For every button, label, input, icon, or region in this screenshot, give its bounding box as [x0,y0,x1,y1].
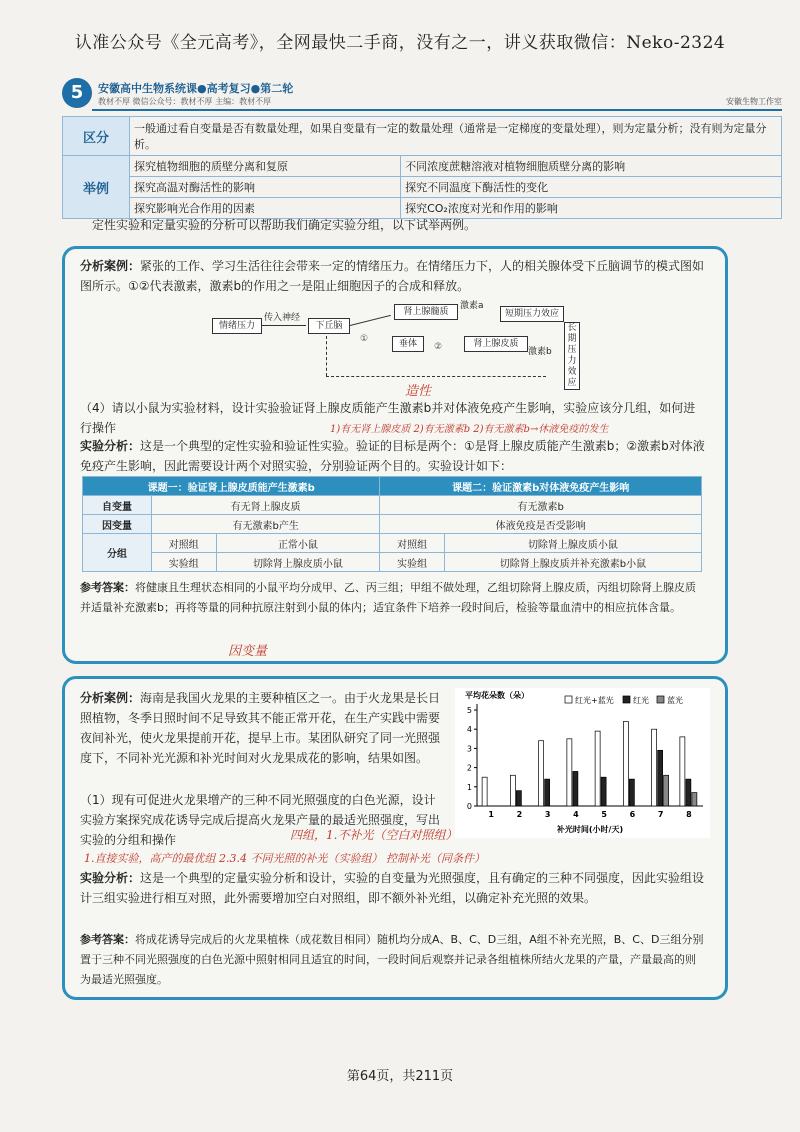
diagram-node: 长期压力效应 [564,322,580,390]
diagram-label: 激素b [528,347,552,357]
bar-red-blue [482,777,487,806]
legend-swatch [565,696,572,703]
x-tick-label: 3 [544,810,551,819]
bar-blue [692,793,697,806]
case2-intro [80,688,445,768]
x-tick-label: 4 [573,810,579,819]
diagram-feedback-line [326,376,546,378]
diagram-node: 下丘脑 [308,318,350,334]
bar-red [545,779,550,806]
table-cell: 正常小鼠 [216,534,380,553]
case1-analysis-label: 实验分析： [80,439,141,453]
case2-q1: （1）现有可促进火龙果增产的三种不同光照强度的白色光源，设计实验方案探究成花诱导完成后提高火龙果产量的最适光照强度，写出实验的分组和操作 [80,793,441,847]
diagram-node: 垂体 [392,336,424,352]
case2-answer-text: 将成花诱导完成后的火龙果植株（成花数目相同）随机均分成A、B、C、D三组，A组不补充光照，B、C、D三组分别置于三种不同光照强度的白色光源中照射相同且适宜的时间，一段时间后观察并记录各组植株所结火龙果的产量，产量最高的则为最适光照强度。 [80,933,704,986]
table-cell: 探究植物细胞的质壁分离和复原 [130,156,401,177]
case2-answer [80,930,705,990]
y-axis-label: 平均花朵数（朵） [465,691,529,700]
bar-red-blue [652,729,657,806]
table-cell: 探究CO₂浓度对光和作用的影响 [401,198,782,219]
page-number: 第64页，共211页 [346,1069,454,1084]
table-cell: 有无激素b [380,496,702,515]
x-tick-label: 1 [488,810,494,819]
case1-intro-text: 紧张的工作、学习生活往往会带来一定的情绪压力。在情绪压力下，人的相关腺体受下丘脑调节的模式图如图所示。①②代表激素，激素b的作用之一是阻止细胞因子的合成和释放。 [80,259,705,293]
table-cell: 对照组 [380,534,445,553]
experiment-design-table [82,476,702,572]
table-cell: 切除肾上腺皮质并补充激素b小鼠 [444,553,701,572]
diagram-label: 传入神经 [264,313,301,323]
diagram-label: ② [434,342,443,352]
case1-analysis-text: 这是一个典型的定性实验和验证性实验。验证的目标是两个：①是肾上腺皮质能产生激素b；②激素b对体液免疫产生影响，因此需要设计两个对照实验，分别验证两个目的。实验设计如下： [80,439,705,473]
top-banner: 认准公众号《全元高考》，全网最快二手商，没有之一，讲义获取微信：Neko-2324 [74,33,726,53]
comparison-table [62,116,782,219]
header-title: 安徽高中生物系统课●高考复习●第二轮 [98,82,294,95]
hormone-diagram [208,298,594,390]
handwriting-note: 造性 [405,384,432,399]
qufen-label: 区分 [63,117,130,156]
table-cell: 探究影响光合作用的因素 [130,198,401,219]
flower-count-chart [455,688,710,838]
bar-red [601,777,606,806]
juli-label: 举例 [63,156,130,219]
table-header: 课题一：验证肾上腺皮质能产生激素b [83,477,380,496]
section-note: 定性实验和定量实验的分析可以帮助我们确定实验分组，以下试举两例。 [92,218,477,232]
bar-red [658,750,663,806]
legend-label: 红光 [633,696,649,705]
legend-label: 蓝光 [667,696,683,705]
legend-swatch [623,696,630,703]
bar-red [516,791,521,806]
header-divider [92,109,782,111]
case1-q4: （4）请以小鼠为实验材料，设计实验验证肾上腺皮质能产生激素b并对体液免疫产生影响，实验应该分几组，如何进行操作 [80,401,696,435]
row-label: 分组 [83,534,152,572]
qufen-text: 一般通过看自变量是否有数量处理，如果自变量有一定的数量处理（通常是一定梯度的变量处理），则为定量分析；没有则为定量分析。 [130,117,782,156]
case2-intro-text: 海南是我国火龙果的主要种植区之一。由于火龙果是长日照植物，冬季日照时间不足导致其不能正常开花，在生产实践中需要夜间补光，使火龙果提前开花，提早上市。某团队研究了同一光照强度下，不同补光光源和补光时间对火龙果成花的影响，结果如图。 [80,691,441,765]
y-tick-label: 2 [466,763,472,773]
header-right: 安徽生物工作室 [726,97,782,106]
diagram-node: 情绪压力 [212,318,262,334]
case2-label: 分析案例： [80,691,141,705]
handwriting-note: 四组，1.不补光（空白对照组） [290,828,458,842]
table-cell: 有无肾上腺皮质 [152,496,380,515]
handwriting-note: 1)有无肾上腺皮质 2)有无激素b 2)有无激素b→休液免疫的发生 [330,424,609,435]
case1-answer-text: 将健康且生理状态相同的小鼠平均分成甲、乙、丙三组；甲组不做处理，乙组切除肾上腺皮质，丙组切除肾上腺皮质并适量补充激素b；再将等量的同种抗原注射到小鼠的体内；适宜条件下培养一段时间后，检验等量血清中的相应抗体含量。 [80,581,696,614]
bar-red [686,779,691,806]
case2-analysis-label: 实验分析： [80,871,141,885]
table-header: 课题二：验证激素b对体液免疫产生影响 [380,477,702,496]
legend-swatch [657,696,664,703]
table-cell: 实验组 [152,553,217,572]
handwriting-note: 1.直接实验，高产的最优组 2.3.4 不同光照的补光（实验组） 控制补光（同条件） [84,852,485,865]
row-label: 自变量 [83,496,152,515]
table-cell: 探究高温对酶活性的影响 [130,177,401,198]
case2-analysis [80,868,705,908]
table-cell: 切除肾上腺皮质小鼠 [444,534,701,553]
y-tick-label: 4 [466,725,472,735]
row-label: 因变量 [83,515,152,534]
x-tick-label: 2 [516,810,523,819]
x-axis-label: 补光时间(小时/天) [556,825,624,834]
bar-red-blue [595,731,600,806]
case2-answer-label: 参考答案： [80,933,135,946]
logo-icon: 5 [62,78,92,108]
bar-blue [664,775,669,806]
handwriting-note: 因变量 [228,644,268,659]
x-tick-label: 8 [686,810,692,819]
case1-answer-label: 参考答案： [80,581,135,594]
legend-label: 红光+蓝光 [575,696,614,705]
diagram-label: 激素a [460,301,484,311]
case1-intro [80,256,705,296]
diagram-arrow [350,315,391,326]
table-cell: 对照组 [152,534,217,553]
y-tick-label: 1 [466,782,472,792]
bar-red-blue [623,722,628,806]
page-header [62,78,782,112]
header-subtitle: 教材不厚 微信公众号：教材不厚 主编：教材不厚 [98,97,272,106]
table-cell: 实验组 [380,553,445,572]
table-cell: 切除肾上腺皮质小鼠 [216,553,380,572]
table-cell: 不同浓度蔗糖溶液对植物细胞质壁分离的影响 [401,156,782,177]
diagram-node: 肾上腺髓质 [394,304,458,320]
bar-red-blue [539,741,544,806]
case1-label: 分析案例： [80,259,141,273]
bar-red [629,779,634,806]
case1-analysis [80,436,705,476]
y-tick-label: 5 [466,706,472,715]
bar-red-blue [680,737,685,806]
case1-answer [80,578,705,618]
diagram-node: 肾上腺皮质 [464,336,528,352]
x-tick-label: 7 [657,810,664,819]
table-cell: 体液免疫是否受影响 [380,515,702,534]
bar-red-blue [567,739,572,806]
diagram-label: ① [360,334,369,344]
table-cell: 探究不同温度下酶活性的变化 [401,177,782,198]
y-tick-label: 3 [466,744,472,754]
diagram-node: 短期压力效应 [500,306,564,322]
bar-red-blue [510,775,515,806]
x-tick-label: 6 [629,810,636,819]
x-tick-label: 5 [601,810,607,819]
case2-analysis-text: 这是一个典型的定量实验分析和设计，实验的自变量为光照强度，且有确定的三种不同强度，因此实验组设计三组实验进行相互对照，此外需要增加空白对照组，即不额外补光组，以确定补充光照的效果。 [80,871,705,905]
diagram-feedback-line [326,336,328,376]
table-cell: 有无激素b产生 [152,515,380,534]
bar-red [573,771,578,806]
diagram-arrow [262,325,306,326]
y-tick-label: 0 [466,802,472,811]
